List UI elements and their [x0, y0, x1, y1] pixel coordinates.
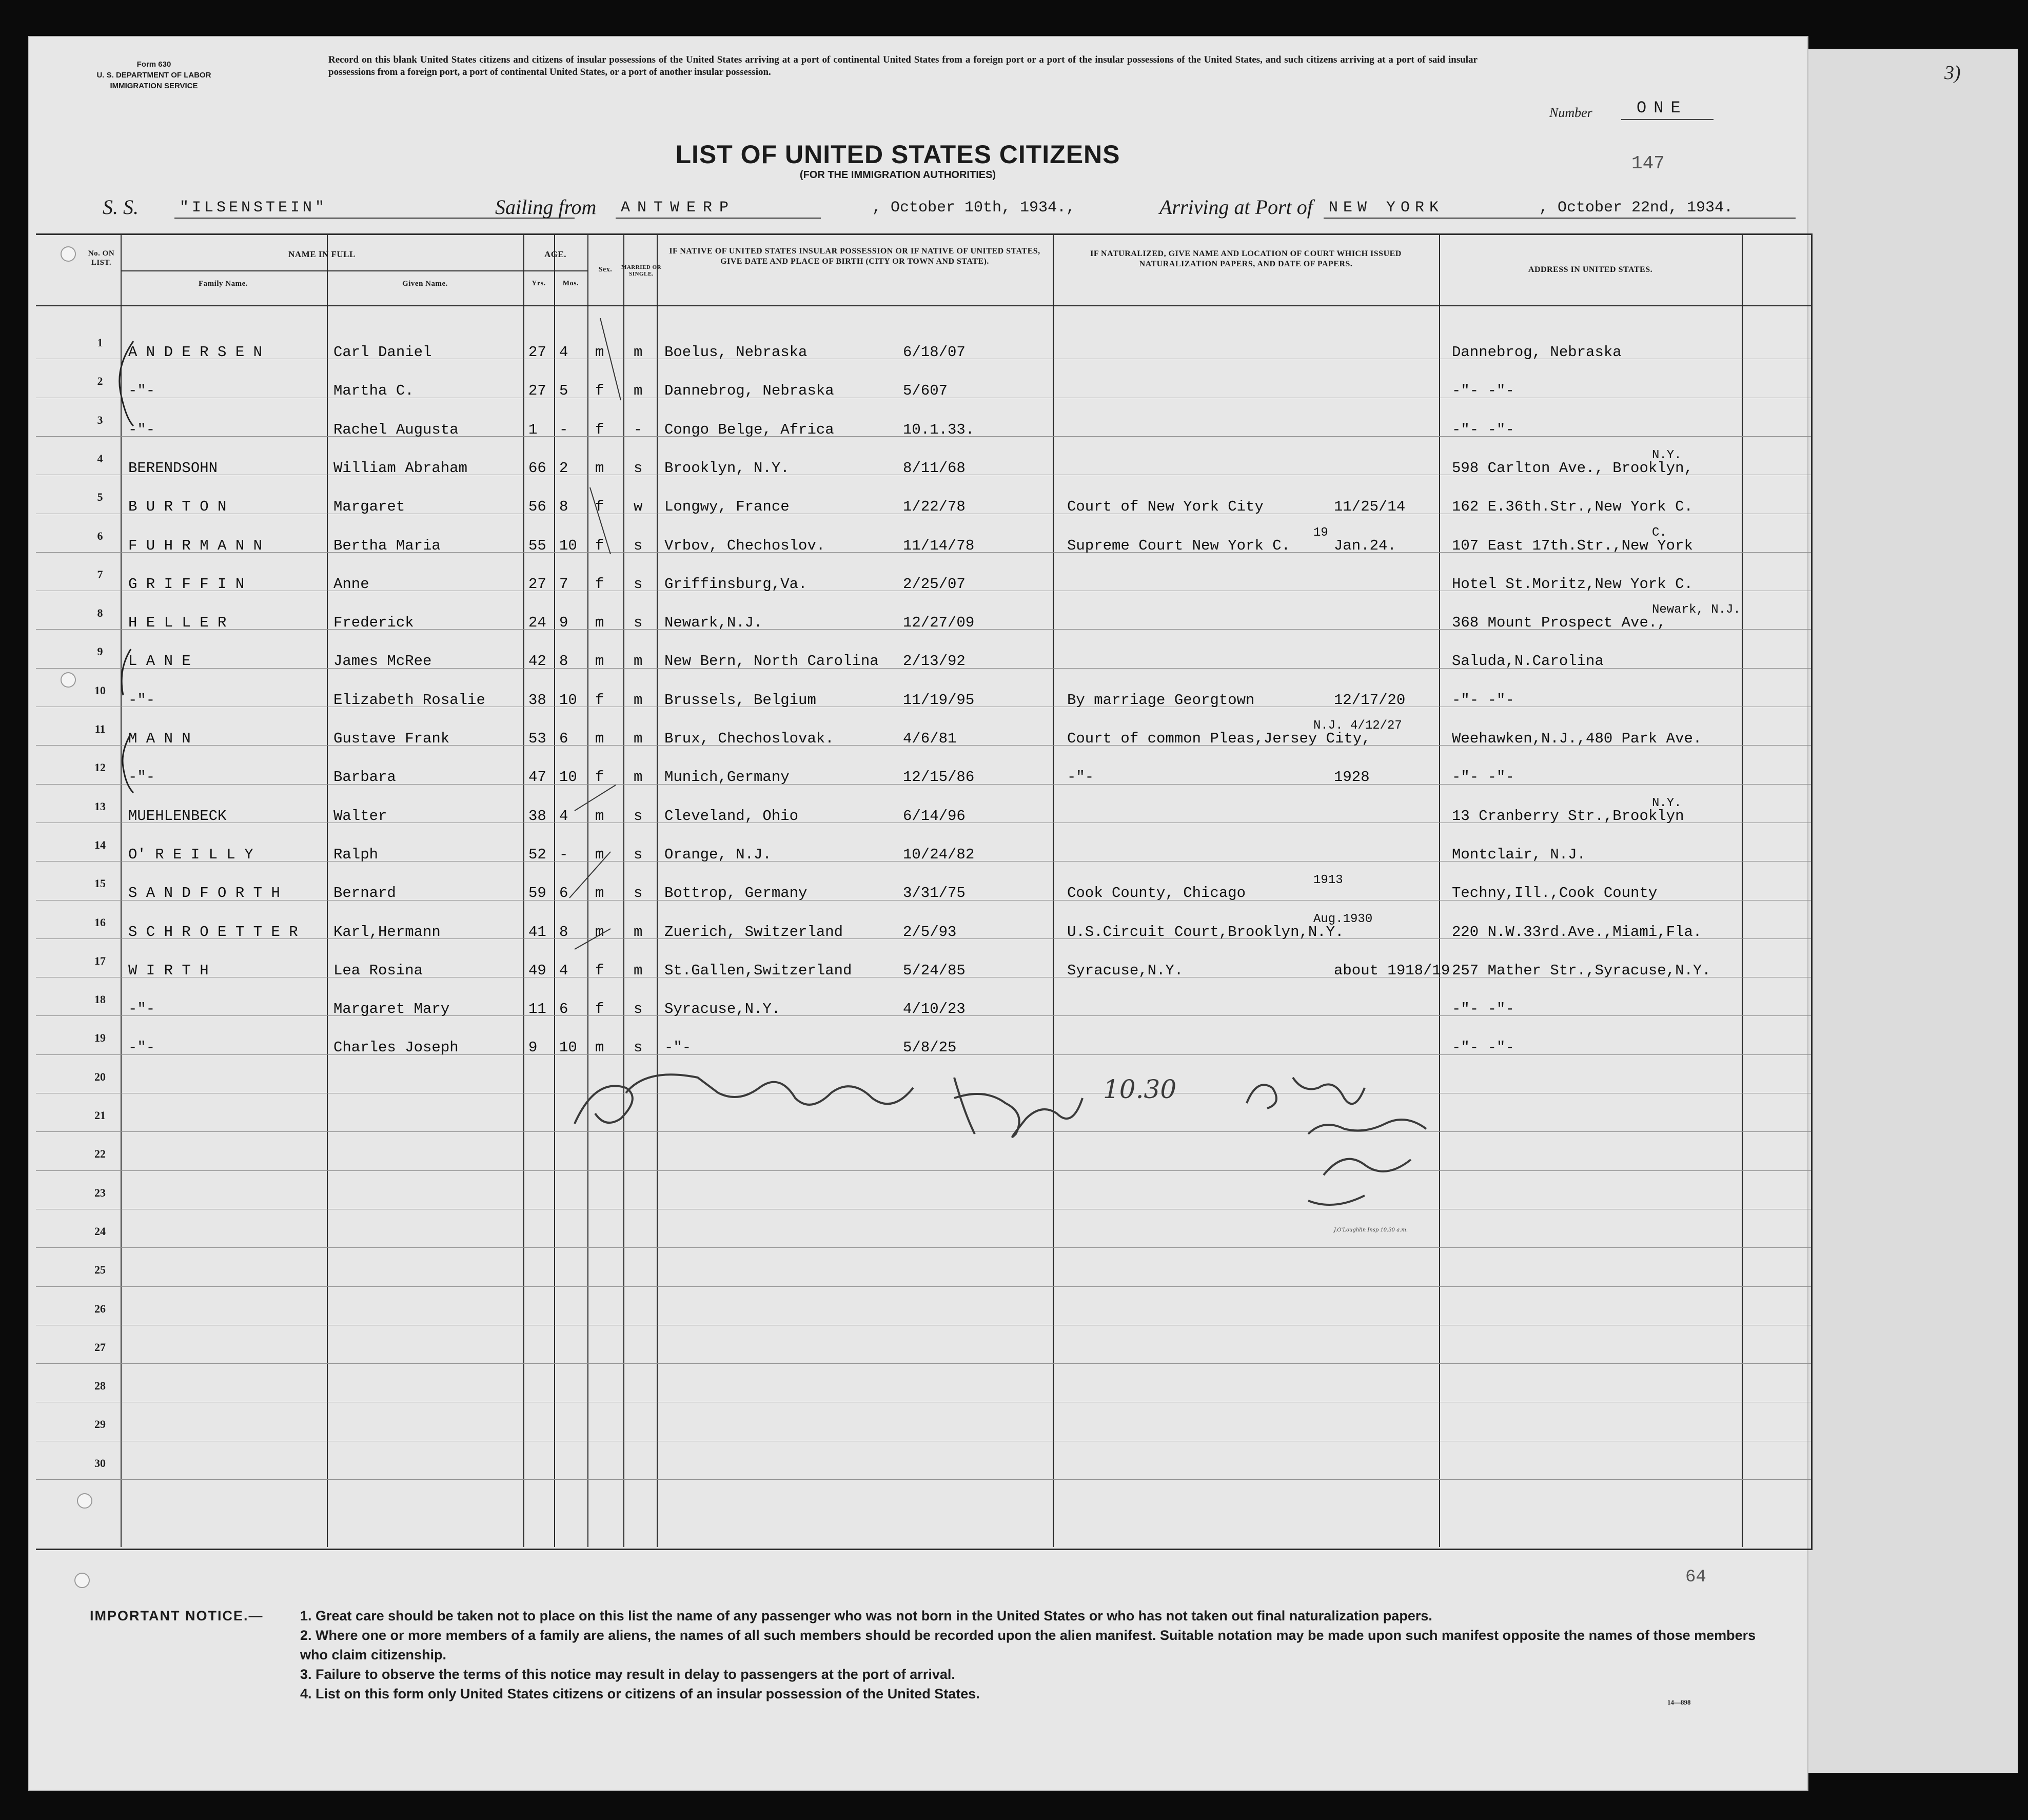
cell-yrs: 49: [528, 962, 546, 979]
cell-ms: m: [634, 730, 643, 747]
row-number: 3: [97, 413, 103, 426]
cell-yrs: 27: [528, 344, 546, 361]
cell-ms: s: [634, 614, 643, 632]
cell-given: Bertha Maria: [333, 537, 441, 554]
cell-family: S C H R O E T T E R: [128, 923, 298, 941]
cell-mos: -: [559, 421, 568, 438]
page-number: 147: [1631, 153, 1665, 174]
cell-sex: f: [595, 1001, 604, 1018]
cell-mos: 9: [559, 614, 568, 632]
row-number: 8: [97, 606, 103, 620]
cell-ms: s: [634, 1039, 643, 1056]
ship-name: "ILSENSTEIN": [180, 199, 328, 217]
cell-mos: 8: [559, 653, 568, 670]
cell-court: Court of common Pleas,Jersey City,: [1067, 730, 1371, 747]
cell-family: MUEHLENBECK: [128, 807, 227, 825]
cell-given: Margaret Mary: [333, 1001, 450, 1018]
header-name-in-full: NAME IN FULL: [288, 249, 356, 259]
cell-address: -"- -"-: [1452, 1001, 1514, 1018]
arriving-label: Arriving at Port of: [1159, 195, 1313, 219]
row-number: 24: [94, 1224, 106, 1238]
cell-mos: 10: [559, 691, 577, 709]
col-divider: [327, 233, 328, 1547]
departure-date: , October 10th, 1934.,: [872, 199, 1076, 217]
cell-mos: 2: [559, 459, 568, 477]
svg-text:10.30: 10.30: [1103, 1074, 1177, 1104]
cell-place: Vrbov, Chechoslov.: [664, 537, 825, 554]
header-birth: IF NATIVE OF UNITED STATES INSULAR POSSESSION OR IF NATIVE OF UNITED STATES, GIVE DATE AND PLACE OF BIRTH (CITY OR TOWN AND STATE).: [669, 247, 1040, 266]
cell-court: U.S.Circuit Court,Brooklyn,N.Y.: [1067, 923, 1344, 941]
age-subdivider: [523, 270, 587, 271]
cell-yrs: 52: [528, 846, 546, 863]
cell-given: Barbara: [333, 769, 396, 786]
cell-date: 12/15/86: [903, 769, 975, 786]
cell-family: -"-: [128, 691, 155, 709]
cell-mos: 4: [559, 962, 568, 979]
cell-given: Bernard: [333, 885, 396, 902]
cell-address: Dannebrog, Nebraska: [1452, 344, 1622, 361]
cell-family: BERENDSOHN: [128, 459, 218, 477]
cell-ms: m: [634, 769, 643, 786]
cell-given: Walter: [333, 807, 387, 825]
cell-address: -"- -"-: [1452, 691, 1514, 709]
header-address: ADDRESS IN UNITED STATES.: [1528, 265, 1653, 274]
notice-item-4: 4. List on this form only United States citizens or citizens of an insular possession of the United States.: [300, 1686, 980, 1701]
header-mos: Mos.: [562, 280, 579, 287]
cell-given: Gustave Frank: [333, 730, 450, 747]
cell-mos: -: [559, 846, 568, 863]
row-number: 13: [94, 799, 106, 813]
number-value: ONE: [1637, 99, 1688, 118]
row-number: 15: [94, 877, 106, 890]
port-from: ANTWERP: [621, 199, 736, 217]
row-number: 29: [94, 1418, 106, 1431]
cell-given: Elizabeth Rosalie: [333, 691, 485, 709]
voyage-line: [103, 195, 1744, 226]
cell-mos: 8: [559, 498, 568, 516]
row-number: 25: [94, 1263, 106, 1277]
cell-ms: w: [634, 498, 643, 516]
col-divider: [1053, 233, 1054, 1547]
col-divider: [523, 233, 524, 1547]
signature-text: J.O'Loughlin Insp 10.30 a.m.: [1334, 1227, 1408, 1233]
cell-family: A N D E R S E N: [128, 344, 263, 361]
row-number: 16: [94, 915, 106, 929]
cell-given: Ralph: [333, 846, 379, 863]
cell-place: -"-: [664, 1039, 692, 1056]
cell-court: Court of New York City: [1067, 498, 1264, 516]
cell-sex: m: [595, 923, 604, 941]
cell-yrs: 59: [528, 885, 546, 902]
cell-address: -"- -"-: [1452, 382, 1514, 400]
number-label: Number: [1549, 105, 1592, 120]
cell-ms: m: [634, 653, 643, 670]
sailing-label: Sailing from: [495, 195, 597, 219]
cell-ms: s: [634, 1001, 643, 1018]
row-number: 28: [94, 1379, 106, 1393]
cell-family: -"-: [128, 1039, 155, 1056]
row-number: 12: [94, 761, 106, 774]
cell-ms: m: [634, 923, 643, 941]
notice-item-1: 1. Great care should be taken not to place on this list the name of any passenger who was not born in the United States or who has not taken out final naturalization papers.: [300, 1608, 1432, 1623]
cell-mos: 6: [559, 885, 568, 902]
row-number: 9: [97, 645, 103, 658]
cell-family: -"-: [128, 1001, 155, 1018]
row-number: 5: [97, 491, 103, 504]
cell-ms: s: [634, 459, 643, 477]
row-number: 19: [94, 1031, 106, 1045]
cell-place: Syracuse,N.Y.: [664, 1001, 781, 1018]
cell-place: Brux, Chechoslovak.: [664, 730, 834, 747]
cell-sex: f: [595, 769, 604, 786]
cell-given: Anne: [333, 575, 369, 593]
cell-place: Dannebrog, Nebraska: [664, 382, 834, 400]
cell-court-date: about 1918/19: [1334, 962, 1450, 979]
cell-address: Saluda,N.Carolina: [1452, 653, 1604, 670]
cell-yrs: 41: [528, 923, 546, 941]
cell-date: 12/27/09: [903, 614, 975, 632]
cell-given: Charles Joseph: [333, 1039, 459, 1056]
cell-address: 107 East 17th.Str.,New York: [1452, 537, 1693, 554]
cell-yrs: 42: [528, 653, 546, 670]
notice-heading: IMPORTANT NOTICE.—: [90, 1608, 264, 1623]
cell-sex: m: [595, 459, 604, 477]
form-identifier: [46, 59, 262, 91]
cell-family: S A N D F O R T H: [128, 885, 280, 902]
row-number: 7: [97, 567, 103, 581]
row-number: 23: [94, 1186, 106, 1199]
row-line: [36, 1363, 1811, 1364]
cell-date: 3/31/75: [903, 885, 966, 902]
cell-yrs: 55: [528, 537, 546, 554]
cell-family: L A N E: [128, 653, 191, 670]
cell-sex: f: [595, 575, 604, 593]
cell-place: Zuerich, Switzerland: [664, 923, 843, 941]
cell-place: Munich,Germany: [664, 769, 790, 786]
cell-place: Brooklyn, N.Y.: [664, 459, 790, 477]
cell-yrs: 1: [528, 421, 538, 438]
check-strokes: [554, 318, 662, 1088]
cell-given: William Abraham: [333, 459, 468, 477]
cell-yrs: 27: [528, 575, 546, 593]
cell-sex: f: [595, 537, 604, 554]
cell-mos: 4: [559, 344, 568, 361]
name-subdivider: [121, 270, 523, 271]
cell-yrs: 38: [528, 691, 546, 709]
cell-family: B U R T O N: [128, 498, 227, 516]
header-given-name: Given Name.: [402, 280, 448, 288]
ss-label: S. S.: [103, 195, 139, 219]
cell-family: F U H R M A N N: [128, 537, 263, 554]
header-naturalized: IF NATURALIZED, GIVE NAME AND LOCATION OF COURT WHICH ISSUED NATURALIZATION PAPERS, AND DATE OF PAPERS.: [1090, 249, 1402, 268]
inspector-signature: [564, 1057, 1462, 1237]
cell-sex: m: [595, 344, 604, 361]
port-to: NEW YORK: [1329, 199, 1444, 217]
page-subtitle: (FOR THE IMMIGRATION AUTHORITIES): [799, 169, 996, 181]
cell-date: 6/14/96: [903, 807, 966, 825]
cell-family: O' R E I L L Y: [128, 846, 253, 863]
row-number: 6: [97, 529, 103, 542]
department-name: U. S. DEPARTMENT OF LABOR: [96, 71, 211, 80]
cell-court: Cook County, Chicago: [1067, 885, 1246, 902]
cell-address-note: N.Y.: [1652, 448, 1682, 462]
cell-place: Boelus, Nebraska: [664, 344, 808, 361]
row-line: [36, 1479, 1811, 1480]
cell-family: W I R T H: [128, 962, 209, 979]
cell-address: Techny,Ill.,Cook County: [1452, 885, 1658, 902]
cell-given: Margaret: [333, 498, 405, 516]
cell-yrs: 66: [528, 459, 546, 477]
cell-address-note: C.: [1652, 525, 1667, 540]
cell-court-note: 1913: [1313, 873, 1343, 888]
cell-date: 2/25/07: [903, 575, 966, 593]
cell-date: 5/607: [903, 382, 948, 400]
row-number: 1: [97, 336, 103, 349]
cell-ms: m: [634, 962, 643, 979]
row-number: 2: [97, 375, 103, 388]
cell-court-date: 12/17/20: [1334, 691, 1406, 709]
cell-court: Syracuse,N.Y.: [1067, 962, 1184, 979]
header-no-on-list: No. ON LIST.: [88, 249, 115, 267]
cell-ms: s: [634, 537, 643, 554]
cell-address: -"- -"-: [1452, 1039, 1514, 1056]
cell-date: 11/14/78: [903, 537, 975, 554]
row-number: 20: [94, 1070, 106, 1083]
cell-court-note: Aug.1930: [1313, 912, 1373, 926]
cell-place: Bottrop, Germany: [664, 885, 808, 902]
cell-mos: 10: [559, 537, 577, 554]
cell-address: -"- -"-: [1452, 769, 1514, 786]
number-underline: [1621, 119, 1714, 120]
cell-ms: -: [634, 421, 643, 438]
cell-yrs: 24: [528, 614, 546, 632]
row-number: 22: [94, 1147, 106, 1161]
cell-mos: 4: [559, 807, 568, 825]
punch-hole: [74, 1573, 90, 1588]
cell-family: G R I F F I N: [128, 575, 245, 593]
cell-court: -"-: [1067, 769, 1094, 786]
cell-mos: 7: [559, 575, 568, 593]
corner-annotation: 3): [1944, 62, 1961, 84]
cell-sex: m: [595, 614, 604, 632]
cell-date: 10.1.33.: [903, 421, 975, 438]
cell-place: Longwy, France: [664, 498, 790, 516]
cell-given: Carl Daniel: [333, 344, 432, 361]
instructions-text: Record on this blank United States citizens and citizens of insular possessions of the United States arriving at a port of continental United States from a foreign port or a port of the insular possessions of the United States, and such citizens arriving at a port of said insular possessions from a foreign port, a port of continental United States, or a port of another insular possession.: [328, 54, 1478, 77]
cell-family: H E L L E R: [128, 614, 227, 632]
header-married-single: MARRIED OR SINGLE.: [621, 264, 662, 277]
cell-sex: m: [595, 730, 604, 747]
cell-mos: 8: [559, 923, 568, 941]
cell-yrs: 38: [528, 807, 546, 825]
cell-mos: 10: [559, 769, 577, 786]
cell-address: 220 N.W.33rd.Ave.,Miami,Fla.: [1452, 923, 1702, 941]
cell-yrs: 9: [528, 1039, 538, 1056]
cell-given: Martha C.: [333, 382, 414, 400]
cell-date: 2/13/92: [903, 653, 966, 670]
arrival-date: , October 22nd, 1934.: [1539, 199, 1734, 217]
cell-ms: m: [634, 344, 643, 361]
cell-date: 10/24/82: [903, 846, 975, 863]
row-number: 27: [94, 1340, 106, 1354]
cell-court-date: 1928: [1334, 769, 1370, 786]
cell-yrs: 11: [528, 1001, 546, 1018]
cell-court: By marriage Georgtown: [1067, 691, 1255, 709]
cell-date: 2/5/93: [903, 923, 957, 941]
col-divider: [1439, 233, 1440, 1547]
header-divider: [36, 305, 1811, 306]
cell-ms: s: [634, 807, 643, 825]
header-age: AGE.: [544, 249, 567, 259]
row-number: 30: [94, 1456, 106, 1470]
cell-sex: f: [595, 691, 604, 709]
cell-family: -"-: [128, 421, 155, 438]
row-line: [36, 1286, 1811, 1287]
row-number: 11: [94, 722, 106, 735]
cell-address: 13 Cranberry Str.,Brooklyn: [1452, 807, 1684, 825]
cell-given: Karl,Hermann: [333, 923, 441, 941]
cell-date: 11/19/95: [903, 691, 975, 709]
cell-address: Hotel St.Moritz,New York C.: [1452, 575, 1693, 593]
header-sex: Sex.: [598, 266, 613, 273]
cell-date: 5/8/25: [903, 1039, 957, 1056]
cell-address: -"- -"-: [1452, 421, 1514, 438]
col-divider: [1742, 233, 1743, 1547]
row-number: 21: [94, 1109, 106, 1122]
cell-given: James McRee: [333, 653, 432, 670]
cell-address: Weehawken,N.J.,480 Park Ave.: [1452, 730, 1702, 747]
cell-place: New Bern, North Carolina: [664, 653, 879, 670]
cell-ms: m: [634, 691, 643, 709]
row-number: 14: [94, 838, 106, 851]
cell-court: Supreme Court New York C.: [1067, 537, 1291, 554]
cell-sex: f: [595, 421, 604, 438]
family-brackets: [110, 336, 141, 1311]
cell-sex: f: [595, 382, 604, 400]
cell-yrs: 56: [528, 498, 546, 516]
cell-court-note: 19: [1313, 525, 1328, 540]
row-number: 17: [94, 954, 106, 967]
cell-family: M A N N: [128, 730, 191, 747]
cell-place: Newark,N.J.: [664, 614, 763, 632]
cell-sex: m: [595, 846, 604, 863]
cell-ms: s: [634, 575, 643, 593]
cell-place: Griffinsburg,Va.: [664, 575, 808, 593]
header-yrs: Yrs.: [531, 280, 546, 287]
cell-family: -"-: [128, 382, 155, 400]
cell-sex: m: [595, 807, 604, 825]
cell-place: Orange, N.J.: [664, 846, 772, 863]
cell-address-note: Newark, N.J.: [1652, 603, 1741, 617]
cell-place: Cleveland, Ohio: [664, 807, 799, 825]
cell-sex: f: [595, 498, 604, 516]
cell-mos: 6: [559, 1001, 568, 1018]
cell-sex: m: [595, 653, 604, 670]
cell-sex: f: [595, 962, 604, 979]
cell-court-date: Jan.24.: [1334, 537, 1396, 554]
cell-yrs: 47: [528, 769, 546, 786]
cell-date: 8/11/68: [903, 459, 966, 477]
cell-court-note: N.J. 4/12/27: [1313, 719, 1402, 733]
cell-sex: m: [595, 1039, 604, 1056]
cell-address: 598 Carlton Ave., Brooklyn,: [1452, 459, 1693, 477]
cell-sex: m: [595, 885, 604, 902]
cell-ms: s: [634, 885, 643, 902]
row-number: 10: [94, 683, 106, 697]
cell-yrs: 27: [528, 382, 546, 400]
cell-place: Brussels, Belgium: [664, 691, 816, 709]
footer-code: 14—898: [1667, 1698, 1691, 1706]
page-title: LIST OF UNITED STATES CITIZENS: [675, 140, 1120, 169]
cell-address: 257 Mather Str.,Syracuse,N.Y.: [1452, 962, 1711, 979]
cell-given: Frederick: [333, 614, 414, 632]
cell-date: 6/18/07: [903, 344, 966, 361]
cell-date: 4/6/81: [903, 730, 957, 747]
row-number: 26: [94, 1302, 106, 1315]
form-number: Form 630: [136, 60, 171, 69]
cell-yrs: 53: [528, 730, 546, 747]
cell-ms: s: [634, 846, 643, 863]
cell-address-note: N.Y.: [1652, 796, 1682, 810]
cell-address: Montclair, N.J.: [1452, 846, 1586, 863]
service-name: IMMIGRATION SERVICE: [110, 82, 198, 90]
cell-family: -"-: [128, 769, 155, 786]
header-family-name: Family Name.: [199, 280, 248, 288]
cell-date: 4/10/23: [903, 1001, 966, 1018]
cell-mos: 10: [559, 1039, 577, 1056]
row-number: 4: [97, 452, 103, 465]
cell-address: 368 Mount Prospect Ave.,: [1452, 614, 1666, 632]
cell-given: Lea Rosina: [333, 962, 423, 979]
cell-mos: 6: [559, 730, 568, 747]
row-line: [36, 1247, 1811, 1248]
cell-place: Congo Belge, Africa: [664, 421, 834, 438]
row-number: 18: [94, 993, 106, 1006]
cell-court-date: 11/25/14: [1334, 498, 1406, 516]
stamp-number: 64: [1685, 1568, 1706, 1587]
notice-item-2: 2. Where one or more members of a family are aliens, the names of all such members should be recorded upon the alien manifest. Suitable notation may be made upon such manifest opposite the names of those members who claim citizenship.: [300, 1628, 1756, 1662]
cell-address: 162 E.36th.Str.,New York C.: [1452, 498, 1693, 516]
cell-date: 1/22/78: [903, 498, 966, 516]
cell-date: 5/24/85: [903, 962, 966, 979]
cell-given: Rachel Augusta: [333, 421, 459, 438]
cell-place: St.Gallen,Switzerland: [664, 962, 852, 979]
cell-ms: m: [634, 382, 643, 400]
cell-mos: 5: [559, 382, 568, 400]
notice-item-3: 3. Failure to observe the terms of this notice may result in delay to passengers at the port of arrival.: [300, 1667, 955, 1682]
